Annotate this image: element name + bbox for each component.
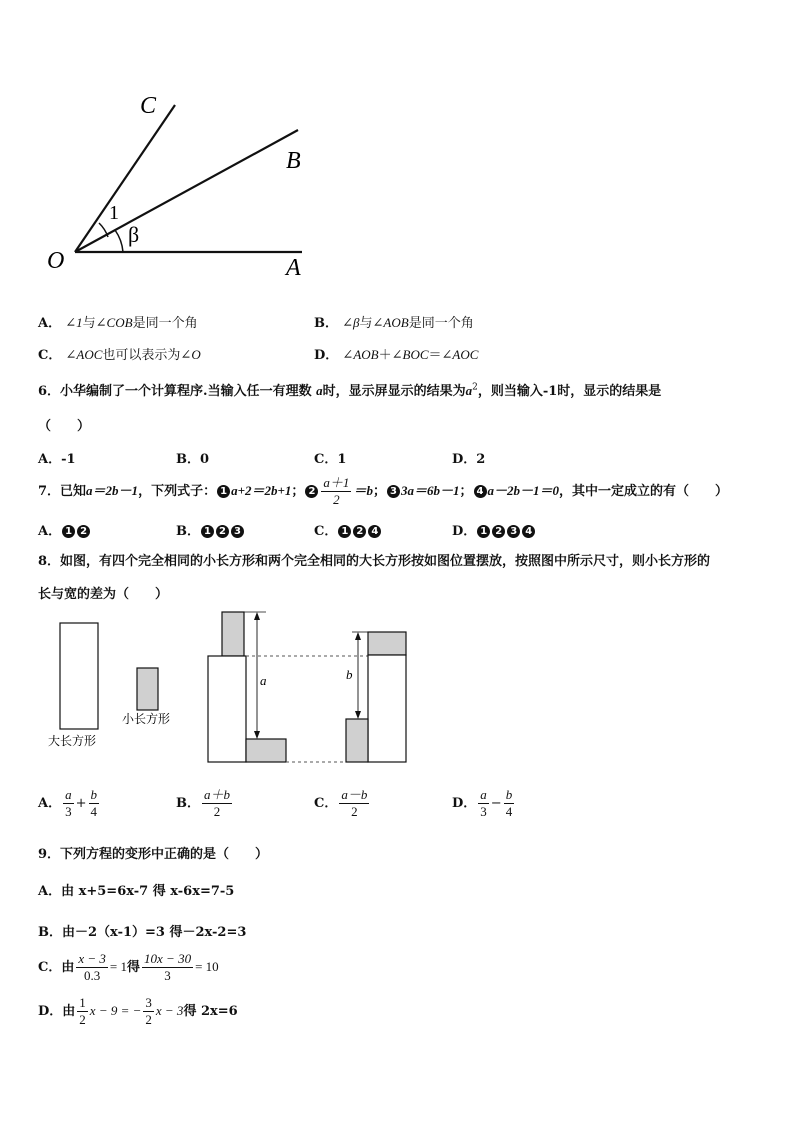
- big-rectangle: [208, 656, 246, 762]
- q9-option-d: D．由 $\frac{1}{2}$ x − 9 = − $\frac{3}{2}$ x − 3得 2x=6: [38, 995, 238, 1027]
- q8-stem-line2: 长与宽的差为（ ）: [38, 587, 169, 602]
- q5-option-d: D． ∠AOB＋∠BOC＝∠AOC: [314, 347, 479, 363]
- angle-arc-1: [99, 223, 108, 237]
- q6-option-a: A．-1: [38, 452, 76, 467]
- q8-option-b: B． $\frac{a+b}{2}$: [176, 787, 231, 819]
- q9-option-c: C．由 $\frac{x - 3}{0.3}$ = 1得 $\frac{10x - 30}{3}$ = 10: [38, 951, 219, 983]
- q7-option-c: C． 1 2 4: [314, 520, 382, 539]
- ray-oc: [75, 105, 175, 252]
- q7-stem: 7．已知a＝2b－1，下列式子： 1 a+2＝2b+1； 2 $\frac{a+1}{2}$ ＝b； 3 3a＝6b－1； 4 a－2b－1＝0，其中一定成立的有（ ）: [38, 475, 729, 507]
- dimension-a: a: [260, 673, 267, 688]
- small-rectangle: [368, 632, 406, 655]
- q5-option-b: B． ∠β与∠AOB是同一个角: [314, 315, 474, 331]
- q7-option-d: D． 1 2 3 4: [452, 520, 536, 539]
- option-label: C．: [38, 348, 62, 363]
- option-label: D．: [314, 348, 339, 363]
- label-o: O: [47, 248, 65, 274]
- q6-paren: （ ）: [38, 419, 91, 434]
- label-a: A: [286, 255, 301, 281]
- big-rectangle: [368, 655, 406, 762]
- q9-option-a: A．由 x+5=6x-7 得 x-6x=7-5: [38, 884, 235, 899]
- dimension-b: b: [346, 667, 353, 682]
- q6-option-b: B．0: [176, 452, 210, 467]
- angle-arc-beta: [115, 230, 123, 252]
- q7-option-a: A． 1 2: [38, 520, 91, 539]
- q9-stem: 9．下列方程的变形中正确的是（ ）: [38, 847, 269, 862]
- small-rectangle-sample: [137, 668, 158, 710]
- small-rectangle-label: 小长方形: [122, 712, 171, 726]
- q6-option-c: C．1: [314, 452, 347, 467]
- q5-option-c: C． ∠AOC也可以表示为∠O: [38, 347, 201, 363]
- q6-option-d: D．2: [452, 452, 486, 467]
- small-rectangle: [346, 719, 368, 762]
- small-rectangle: [222, 612, 244, 656]
- q8-stem-line1: 8．如图，有四个完全相同的小长方形和两个完全相同的大长方形按如图位置摆放，按照图中所示尺寸，则小长方形的: [38, 554, 711, 569]
- q8-option-a: A． $\frac{a}{3}$ + $\frac{b}{4}$: [38, 787, 97, 819]
- angle-figure: [40, 85, 320, 285]
- q6-stem: 6．小华编制了一个计算程序.当输入任一有理数 a时，显示屏显示的结果为$a^2$，则当输入-1时，显示的结果是: [38, 382, 662, 399]
- big-rectangle-sample: [60, 623, 98, 729]
- option-label: B．: [314, 316, 338, 331]
- label-c: C: [140, 93, 157, 119]
- ray-ob: [75, 130, 298, 252]
- label-beta: β: [128, 222, 140, 247]
- label-b: B: [286, 148, 301, 174]
- q8-option-d: D． $\frac{a}{3}$ − $\frac{b}{4}$: [452, 787, 513, 819]
- q5-option-a: A． ∠1与∠COB是同一个角: [38, 315, 198, 331]
- q9-option-b: B．由－2（x-1）=3 得－2x-2=3: [38, 925, 247, 940]
- big-rectangle-label: 大长方形: [48, 734, 97, 748]
- q7-option-b: B． 1 2 3: [176, 520, 245, 539]
- label-angle-1: 1: [109, 202, 119, 224]
- rectangles-figure: [40, 605, 420, 765]
- q8-option-c: C． $\frac{a-b}{2}$: [314, 787, 368, 819]
- small-rectangle: [246, 739, 286, 762]
- option-label: A．: [38, 316, 62, 331]
